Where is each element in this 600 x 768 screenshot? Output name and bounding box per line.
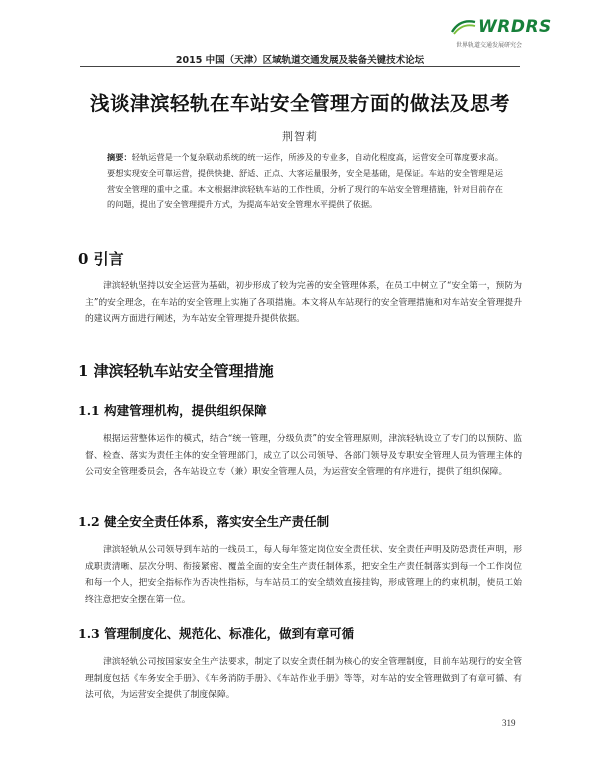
running-head: 2015 中国（天津）区域轨道交通发展及装备关键技术论坛 — [175, 55, 425, 66]
section-1-heading: 1 津滨轻轨车站安全管理措施 — [78, 362, 274, 380]
rail-logo-icon — [450, 19, 476, 35]
abstract-text: 轻轨运营是一个复杂联动系统的统一运作，所涉及的专业多，自动化程度高，运营安全可靠度要求高。要想实现安全可靠运营，提供快捷、舒适、正点、大客运量服务，安全是基础，是保证。车站的安全管理是运营安全管理的重中之重。本文根据津滨轻轨车站的工作性质，分析了现行的车站安全管理措施，针对目前存在的问题，提出了安全管理提升方式，为提高车站安全管理水平提供了依据。 — [107, 152, 503, 210]
section-0-paragraph: 津滨轻轨坚持以安全运营为基础，初步形成了较为完善的安全管理体系，在员工中树立了“安全第一，预防为主”的安全理念，在车站的安全管理上实施了各项措施。本文将从车站现行的安全管理措施和对车站安全管理提升的建议两方面进行阐述，为车站安全管理提升提供依据。 — [85, 281, 522, 324]
section-1-1-paragraph: 根据运营整体运作的模式，结合“统一管理，分级负责”的安全管理原则，津滨轻轨设立了专门的以预防、监督、检查、落实为责任主体的安全管理部门，成立了以公司领导、各部门领导及专职安全管理人员为管理主体的公司安全管理委员会，各车站设立专（兼）职安全管理人员，为运营安全管理的有序进行，提供了组织保障。 — [85, 434, 522, 477]
abstract-label: 摘要： — [107, 152, 132, 162]
section-1-2-heading: 1.2 健全安全责任体系，落实安全生产责任制 — [78, 514, 330, 529]
logo-subtitle: 世界轨道交通发展研究会 — [456, 42, 523, 49]
header-divider — [80, 66, 520, 67]
logo — [450, 18, 578, 54]
section-1-2-paragraph: 津滨轻轨从公司领导到车站的一线员工，每人每年签定岗位安全责任状、安全责任声明及防恐责任声明，形成职责清晰、层次分明、衔接紧密、覆盖全面的安全生产责任制体系，把安全生产责任制落实到每一个工作岗位和每一个人，把安全指标作为否决性指标，与车站员工的安全绩效直接挂钩，形成管理上的约束机制，使员工始终注意把安全摆在第一位。 — [85, 545, 522, 605]
logo-text: WRDRS — [478, 17, 552, 37]
section-1-3-paragraph: 津滨轻轨公司按国家安全生产法要求，制定了以安全责任制为核心的安全管理制度，目前车站现行的安全管理制度包括《车务安全手册》、《车务消防手册》、《车站作业手册》等等，对车站的安全管理做到了有章可循、有法可依，为运营安全提供了制度保障。 — [85, 657, 522, 700]
section-1-1-heading: 1.1 构建管理机构，提供组织保障 — [78, 403, 267, 418]
paper-title: 浅谈津滨轻轨在车站安全管理方面的做法及思考 — [89, 92, 510, 115]
author: 荆智莉 — [282, 130, 318, 143]
section-1-3-heading: 1.3 管理制度化、规范化、标准化，做到有章可循 — [78, 626, 355, 641]
abstract — [107, 150, 503, 213]
section-0-heading: 0 引言 — [78, 250, 124, 268]
page-number: 319 — [502, 718, 516, 728]
